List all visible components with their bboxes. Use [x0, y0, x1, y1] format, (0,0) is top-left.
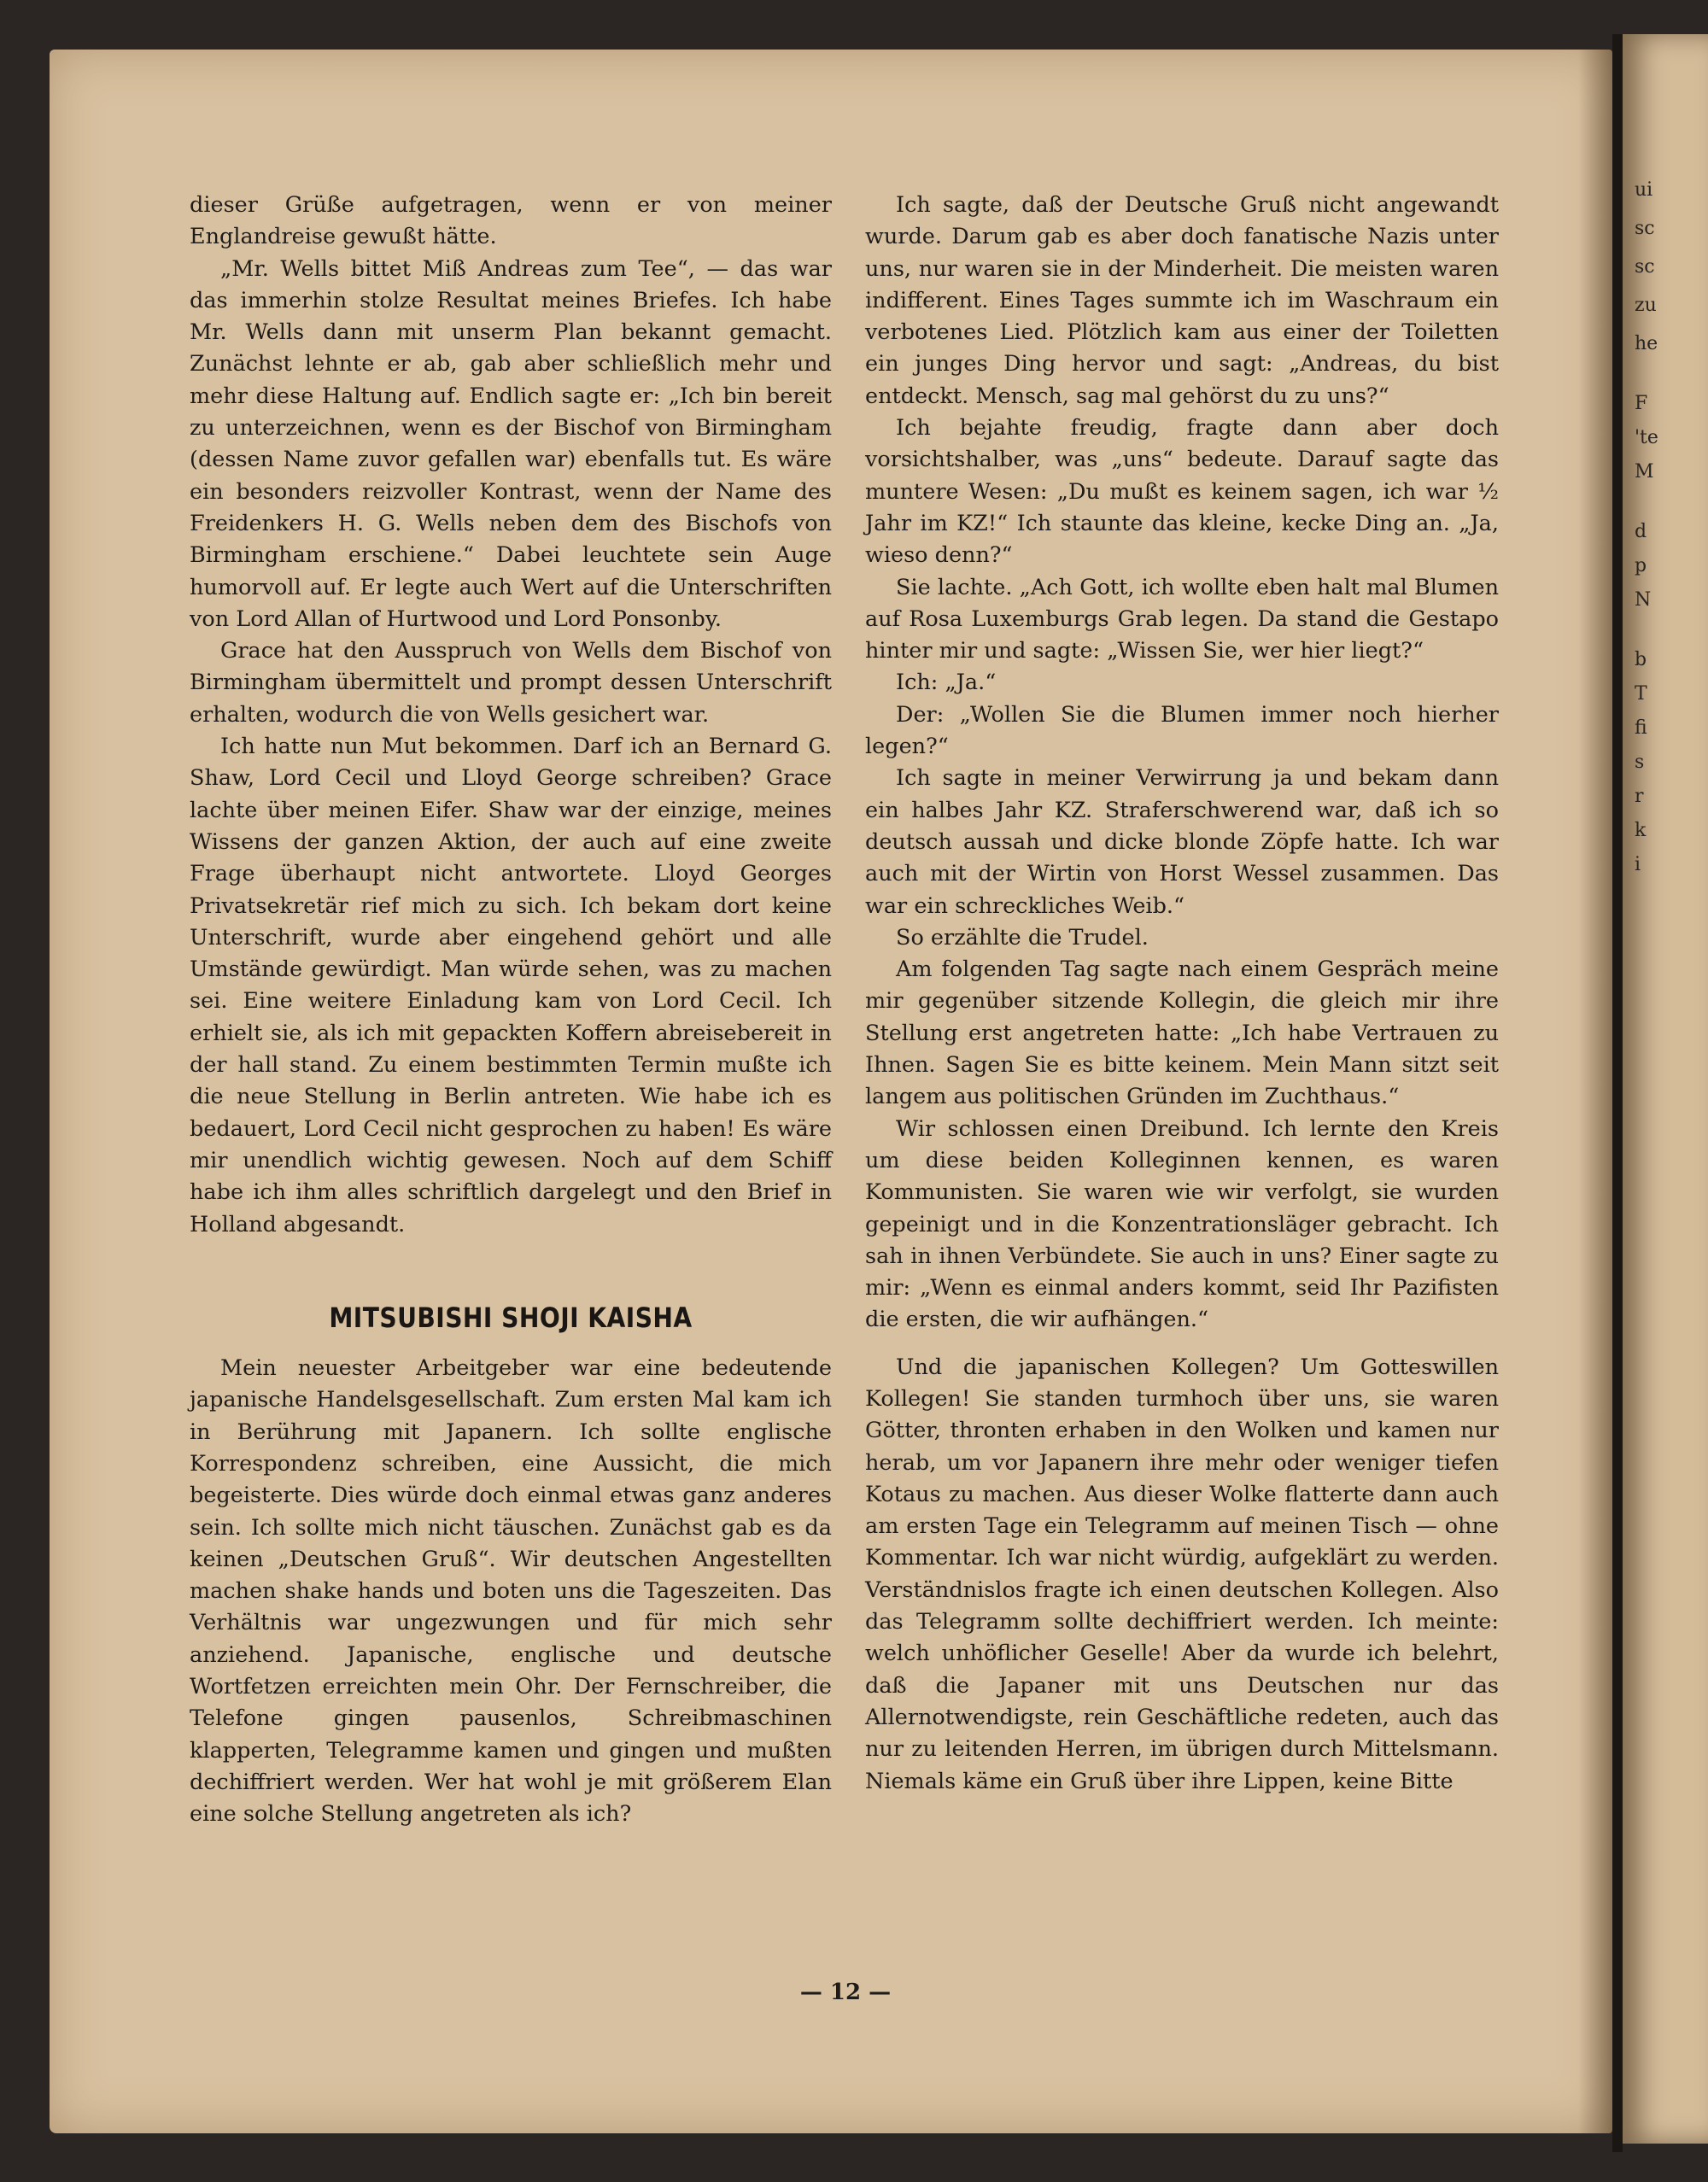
next-page-fragment: p: [1635, 555, 1647, 576]
paragraph: Ich hatte nun Mut bekommen. Darf ich an Bernard G. Shaw, Lord Cecil und Lloyd George schreiben? Grace lachte über meinen Eifer. Shaw war der einzige, meines Wissens der ganzen Aktion, der auch auf eine zweite Frage überhaupt nicht antwortete. Lloyd Georges Privatsekretär rief mich zu sich. Ich bekam dort keine Unterschrift, wurde aber eingehend gehört und alle Umstände gewürdigt. Man würde sehen, was zu machen sei. Eine weitere Einladung kam von Lord Cecil. Ich erhielt sie, als ich mit gepackten Koffern abreisebereit in der hall stand. Zu einem bestimmten Termin mußte ich die neue Stellung in Berlin antreten. Wie habe ich es bedauert, Lord Cecil nicht gesprochen zu haben! Es wäre mir unendlich wichtig gewesen. Noch auf dem Schiff habe ich ihm alles schriftlich dargelegt und den Brief in Holland abgesandt.: [190, 734, 832, 1237]
next-page-fragment: k: [1635, 820, 1647, 841]
next-page-fragment: sc: [1635, 256, 1655, 278]
next-page-fragment: zu: [1635, 295, 1657, 316]
page-number-label: — 12 —: [799, 1980, 892, 2005]
next-page-fragment: d: [1635, 521, 1647, 542]
paragraph: Mein neuester Arbeitgeber war eine bedeutende japanische Handelsgesellschaft. Zum ersten Mal kam ich in Berührung mit Japanern. Ich sollte englische Korrespondenz schreiben, eine Aussicht, die mich begeisterte. Dies würde doch einmal etwas ganz anderes sein. Ich sollte mich nicht täuschen. Zunächst gab es da keinen „Deutschen Gruß“. Wir deutschen Angestellten machen shake hands und boten uns die Tageszeiten. Das Verhältnis war ungezwungen und für mich sehr anziehend. Japanische, englische und deutsche Wortfetzen erreichten mein Ohr. Der Fernschreiber, die Telefone gingen pausenlos, Schreibmaschinen klapperten, Telegramme kamen und gingen und mußten dechiffriert werden. Wer hat wohl je mit größerem Elan eine solche Stellung angetreten als ich?: [190, 1355, 832, 1828]
paragraph: „Mr. Wells bittet Miß Andreas zum Tee“, — das war das immerhin stolze Resultat meines Briefes. Ich habe Mr. Wells dann mit unserm Plan bekannt gemacht. Zunächst lehnte er ab, gab aber schließlich mehr und mehr diese Haltung auf. Endlich sagte er: „Ich bin bereit zu unterzeichnen, wenn es der Bischof von Birmingham (dessen Name zuvor gefallen war) ebenfalls tut. Es wäre ein besonders reizvoller Kontrast, wenn der Name des Freidenkers H. G. Wells neben dem des Bischofs von Birmingham erschiene.“ Dabei leuchtete sein Auge humorvoll auf. Er legte auch Wert auf die Unterschriften von Lord Allan of Hurtwood und Lord Ponsonby.: [190, 255, 832, 632]
paragraph: Am folgenden Tag sagte nach einem Gespräch meine mir gegenüber sitzende Kollegin, die gleich mir ihre Stellung erst angetreten hatte: „Ich habe Vertrauen zu Ihnen. Sagen Sie es bitte keinem. Mein Mann sitzt seit langem aus politischen Gründen im Zuchthaus.“: [865, 956, 1499, 1110]
next-page-fragment: i: [1635, 854, 1641, 875]
paragraph: Grace hat den Ausspruch von Wells dem Bischof von Birmingham übermittelt und prompt dessen Unterschrift erhalten, wodurch die von Wells gesichert war.: [190, 638, 832, 728]
next-page-fragment: ui: [1635, 179, 1653, 201]
paragraph: Ich sagte, daß der Deutsche Gruß nicht angewandt wurde. Darum gab es aber doch fanatische Nazis unter uns, nur waren sie in der Minderheit. Die meisten waren indifferent. Eines Tages summte ich im Waschraum ein verbotenes Lied. Plötzlich kam aus einer der Toiletten ein junges Ding hervor und sagt: „Andreas, du bist entdeckt. Mensch, sag mal gehörst du zu uns?“: [865, 192, 1499, 409]
next-page-fragment: b: [1635, 649, 1647, 670]
next-page-fragment: 'te: [1635, 427, 1658, 448]
paragraph: dieser Grüße aufgetragen, wenn er von meiner Englandreise gewußt hätte.: [190, 192, 832, 250]
paragraph: Sie lachte. „Ach Gott, ich wollte eben halt mal Blumen auf Rosa Luxemburgs Grab legen. Da stand die Gestapo hinter mir und sagte: „Wissen Sie, wer hier liegt?“: [865, 574, 1499, 664]
left-column: [190, 190, 832, 1831]
paragraph: Ich: „Ja.“: [896, 670, 997, 696]
next-page-fragment: r: [1635, 786, 1644, 807]
next-page-fragment: N: [1635, 589, 1652, 611]
paragraph: Und die japanischen Kollegen? Um Gotteswillen Kollegen! Sie standen turmhoch über uns, sie waren Götter, thronten erhaben in den Wolken und kamen nur herab, um vor Japanern ihre mehr oder weniger tiefen Kotaus zu machen. Aus dieser Wolke flatterte dann auch am ersten Tage ein Telegramm auf meinen Tisch — ohne Kommentar. Ich war nicht würdig, aufgeklärt zu werden. Verständnislos fragte ich einen deutschen Kollegen. Also das Telegramm sollte dechiffriert werden. Ich meinte: welch unhöflicher Geselle! Aber da wurde ich belehrt, daß die Japaner mit uns Deutschen nur das Allernotwendigste, rein Geschäftliche redeten, auch das nur zu leitenden Herren, im übrigen durch Mittelsmann. Niemals käme ein Gruß über ihre Lippen, keine Bitte: [865, 1354, 1499, 1794]
next-page-fragment: s: [1635, 752, 1645, 773]
next-page-fragment: he: [1635, 333, 1658, 354]
next-page-fragment: T: [1635, 683, 1647, 705]
next-page-fragment: sc: [1635, 218, 1655, 239]
next-page-edge: [1623, 34, 1708, 2144]
paragraph: So erzählte die Trudel.: [896, 924, 1149, 951]
section-heading: MITSUBISHI SHOJI KAISHA: [329, 1301, 693, 1334]
book-spine: [1612, 34, 1623, 2152]
paragraph: Wir schlossen einen Dreibund. Ich lernte den Kreis um diese beiden Kolleginnen kennen, es waren Kommunisten. Sie waren wie wir verfolgt, sie wurden gepeinigt und in die Konzentrationsläger gebracht. Ich sah in ihnen Verbündete. Sie auch in uns? Einer sagte zu mir: „Wenn es einmal anders kommt, seid Ihr Pazifisten die ersten, die wir aufhängen.“: [865, 1115, 1499, 1333]
page-number: [0, 1980, 1708, 2005]
next-page-fragment: fi: [1635, 717, 1647, 739]
next-page-fragment: M: [1635, 461, 1654, 483]
right-column: [865, 190, 1499, 1798]
paragraph: Ich bejahte freudig, fragte dann aber doch vorsichtshalber, was „uns“ bedeute. Darauf sagte das muntere Wesen: „Du mußt es keinem sagen, ich war ½ Jahr im KZ!“ Ich staunte das kleine, kecke Ding an. „Ja, wieso denn?“: [865, 415, 1499, 569]
paragraph: Der: „Wollen Sie die Blumen immer noch hierher legen?“: [865, 701, 1499, 760]
next-page-fragment: F: [1635, 393, 1648, 414]
paragraph: Ich sagte in meiner Verwirrung ja und bekam dann ein halbes Jahr KZ. Straferschwerend war, daß ich so deutsch aussah und dicke blonde Zöpfe hatte. Ich war auch mit der Wirtin von Horst Wessel zusammen. Das war ein schreckliches Weib.“: [865, 765, 1499, 919]
